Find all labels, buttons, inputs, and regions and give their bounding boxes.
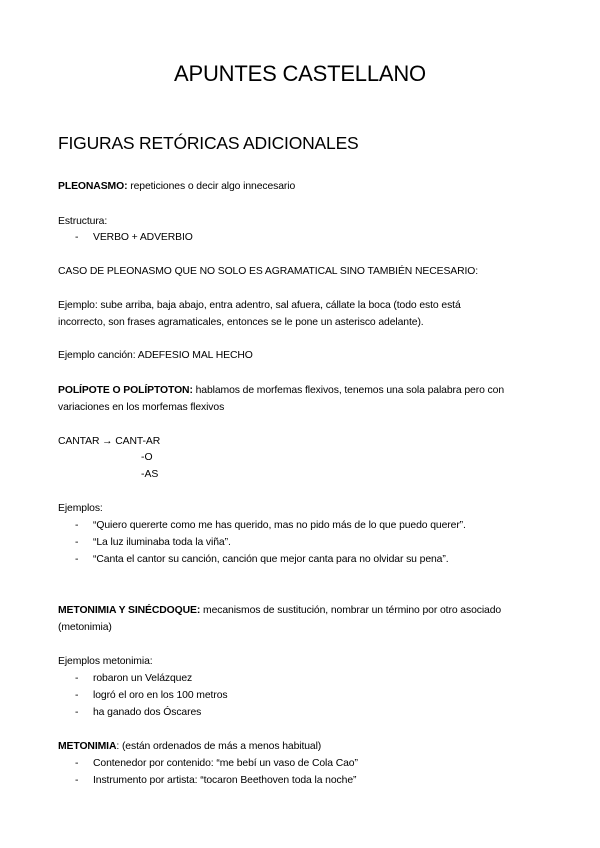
pleonasmo-cancion: Ejemplo canción: ADEFESIO MAL HECHO	[58, 350, 253, 361]
cantar-line: CANTAR → CANT-AR	[58, 436, 161, 447]
pleonasmo-def-text: repeticiones o decir algo innecesario	[127, 181, 296, 192]
pleonasmo-ejemplo-line-2: incorrecto, son frases agramaticales, entonces se le pone un asterisco adelante).	[58, 317, 424, 328]
poliptoton-definition-line-2: variaciones en los morfemas flexivos	[58, 402, 225, 413]
pleonasmo-term: PLEONASMO:	[58, 181, 128, 192]
metonimia-sinecdoque-def-text: mecanismos de sustitución, nombrar un término por otro asociado	[200, 605, 502, 616]
metonimia-term: METONIMIA	[58, 741, 117, 752]
metonimia-sinecdoque-line-1	[58, 604, 501, 618]
section-heading: FIGURAS RETÓRICAS ADICIONALES	[58, 133, 359, 153]
estructura-label: Estructura:	[58, 216, 108, 227]
bullet-marker: -	[75, 520, 79, 531]
bullet-marker: -	[75, 775, 79, 786]
cantar-morpheme-as: -AS	[141, 469, 159, 480]
bullet-marker: -	[75, 758, 79, 769]
poliptoton-def-text: hablamos de morfemas flexivos, tenemos una sola palabra pero con	[192, 385, 504, 396]
metonimia-ejemplo: robaron un Velázquez	[93, 673, 193, 684]
bullet-marker: -	[75, 537, 79, 548]
metonimia-sinecdoque-line-2: (metonimia)	[58, 622, 112, 633]
bullet-marker: -	[75, 232, 79, 243]
poliptoton-ejemplo: “La luz iluminaba toda la viña”.	[93, 537, 231, 548]
poliptoton-ejemplo: “Quiero quererte como me has querido, mas no pido más de lo que puedo querer”.	[93, 520, 466, 531]
pleonasmo-definition	[58, 180, 295, 194]
poliptoton-definition-line-1	[58, 384, 504, 398]
metonimia-def-text: : (están ordenados de más a menos habitual)	[116, 741, 322, 752]
metonimia-ejemplo: ha ganado dos Óscares	[93, 707, 202, 718]
bullet-marker: -	[75, 707, 79, 718]
document-title: APUNTES CASTELLANO	[174, 61, 426, 86]
metonimia-ejemplos-label: Ejemplos metonimia:	[58, 656, 153, 667]
metonimia-item: Contenedor por contenido: “me bebí un vaso de Cola Cao”	[93, 758, 358, 769]
estructura-item: VERBO + ADVERBIO	[93, 232, 193, 243]
bullet-marker: -	[75, 554, 79, 565]
poliptoton-ejemplos-label: Ejemplos:	[58, 503, 103, 514]
pleonasmo-caso: CASO DE PLEONASMO QUE NO SOLO ES AGRAMATICAL SINO TAMBIÉN NECESARIO:	[58, 266, 479, 277]
bullet-marker: -	[75, 673, 79, 684]
metonimia-definition	[58, 740, 321, 754]
poliptoton-ejemplo: “Canta el cantor su canción, canción que mejor canta para no olvidar su pena”.	[93, 554, 449, 565]
metonimia-ejemplo: logró el oro en los 100 metros	[93, 690, 228, 701]
metonimia-sinecdoque-term: METONIMIA Y SINÉCDOQUE:	[58, 605, 201, 616]
cantar-morpheme-o: -O	[141, 452, 153, 463]
bullet-marker: -	[75, 690, 79, 701]
pleonasmo-ejemplo-line-1: Ejemplo: sube arriba, baja abajo, entra adentro, sal afuera, cállate la boca (todo esto está	[58, 300, 461, 311]
metonimia-item: Instrumento por artista: “tocaron Beethoven toda la noche”	[93, 775, 357, 786]
poliptoton-term: POLÍPOTE O POLÍPTOTON:	[58, 385, 193, 396]
